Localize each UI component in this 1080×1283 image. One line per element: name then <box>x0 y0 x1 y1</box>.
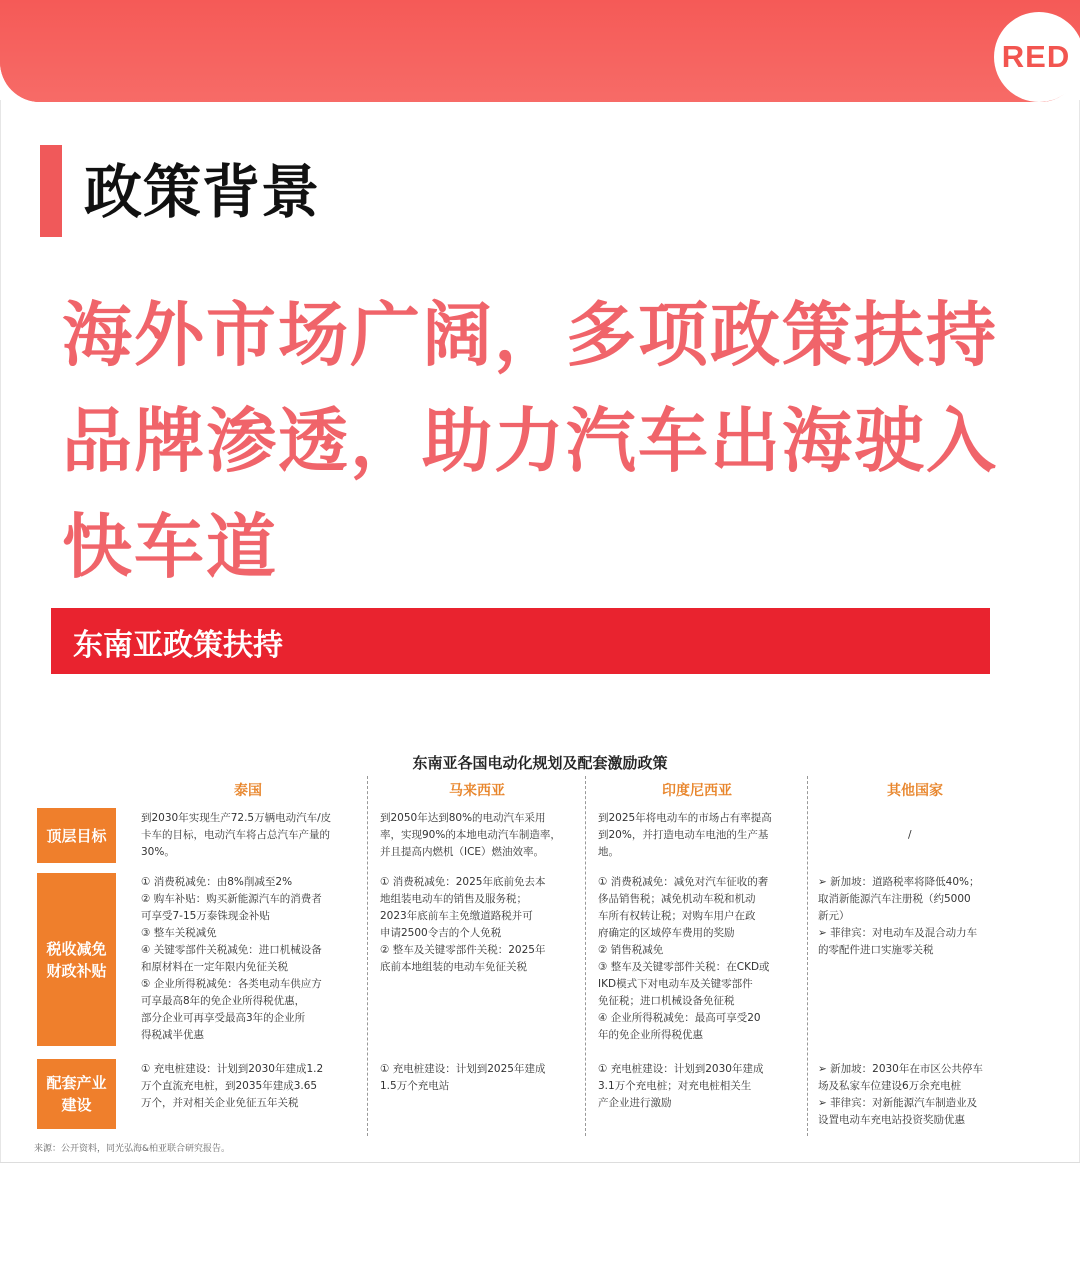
headline-line: 品牌渗透，助力汽车出海驶入 <box>62 400 998 482</box>
column-header-thailand: 泰国 <box>234 783 262 799</box>
table-cell: 到2025年将电动车的市场占有率提高 到20%，并打造电动车电池的生产基 地。 <box>598 812 772 858</box>
top-header-bar <box>0 0 1080 102</box>
red-logo-text: RED <box>1001 39 1071 74</box>
table-cell: ① 充电桩建设：计划到2030年建成 3.1万个充电桩；对充电桩相关生 产企业进行激励 <box>598 1063 764 1109</box>
row-label-top-goal: 顶层目标 <box>37 808 116 863</box>
section-title: 政策背景 <box>84 158 321 226</box>
column-divider <box>367 776 368 1136</box>
column-header-other: 其他国家 <box>887 783 943 799</box>
headline-line: 快车道 <box>62 506 278 588</box>
table-cell: 到2050年达到80%的电动汽车采用 率，实现90%的本地电动汽车制造率， 并且提高内燃机（ICE）燃油效率。 <box>380 812 561 858</box>
column-header-indonesia: 印度尼西亚 <box>662 783 732 799</box>
red-logo-badge[interactable] <box>994 12 1080 102</box>
table-cell: ➢ 新加坡：道路税率将降低40%； 取消新能源汽车注册税（约5000 新元） ➢ 菲律宾：对电动车及混合动力车 的零配件进口实施零关税 <box>818 876 980 956</box>
table-cell: / <box>908 829 912 841</box>
row-label-supporting-industry: 配套产业 建设 <box>37 1059 116 1129</box>
table-cell: ① 消费税减免：由8%削减至2% ② 购车补贴：购买新能源汽车的消费者 可享受7-15万泰铢现金补贴 ③ 整车关税减免 ④ 关键零部件关税减免：进口机械设备 和原材料在一定年限内免征关税 ⑤ 企业所得税减免：各类电动车供应方 可享最高8年的免企业所得税优惠， 部分企业可再享受最高3年的企业所 得税减半优惠 <box>141 876 322 1041</box>
subsection-band <box>51 608 990 674</box>
table-cell: ① 消费税减免：减免对汽车征收的奢 侈品销售税；减免机动车税和机动 车所有权转让税；对购车用户在政 府确定的区域停车费用的奖励 ② 销售税减免 ③ 整车及关键零部件关税：在CKD或 IKD模式下对电动车及关键零部件 免征税；进口机械设备免征税 ④ 企业所得税减免：最高可享受20 年的免企业所得税优惠 <box>598 876 770 1041</box>
row-label-tax-subsidy: 税收减免 财政补贴 <box>37 873 116 1046</box>
table-cell: 到2030年实现生产72.5万辆电动汽车/皮 卡车的目标，电动汽车将占总汽车产量的 30%。 <box>141 812 332 858</box>
column-header-malaysia: 马来西亚 <box>449 783 505 799</box>
table-cell: ① 充电桩建设：计划到2030年建成1.2 万个直流充电桩，到2035年建成3.65 万个，并对相关企业免征五年关税 <box>141 1063 324 1109</box>
column-divider <box>585 776 586 1136</box>
header-background <box>0 0 1080 102</box>
table-cell: ① 充电桩建设：计划到2025年建成 1.5万个充电站 <box>380 1063 546 1092</box>
headline <box>62 282 1052 600</box>
table-title: 东南亚各国电动化规划及配套激励政策 <box>412 754 668 772</box>
source-note: 来源：公开资料，同光弘海&柏亚联合研究报告。 <box>34 1144 231 1154</box>
subsection-title: 东南亚政策扶持 <box>73 628 283 663</box>
table-cell: ① 消费税减免：2025年底前免去本 地组装电动车的销售及服务税； 2023年底前车主免缴道路税并可 申请2500令吉的个人免税 ② 整车及关键零部件关税：2025年 底前本地组装的电动车免征关税 <box>380 876 546 973</box>
table-cell: ➢ 新加坡：2030年在市区公共停车 场及私家车位建设6万余充电桩 ➢ 菲律宾：对新能源汽车制造业及 设置电动车充电站投资奖励优惠 <box>818 1063 983 1126</box>
column-divider <box>807 776 808 1136</box>
bottom-divider <box>0 1162 1080 1163</box>
headline-line: 海外市场广阔，多项政策扶持 <box>62 294 998 376</box>
section-accent-bar <box>40 145 62 237</box>
